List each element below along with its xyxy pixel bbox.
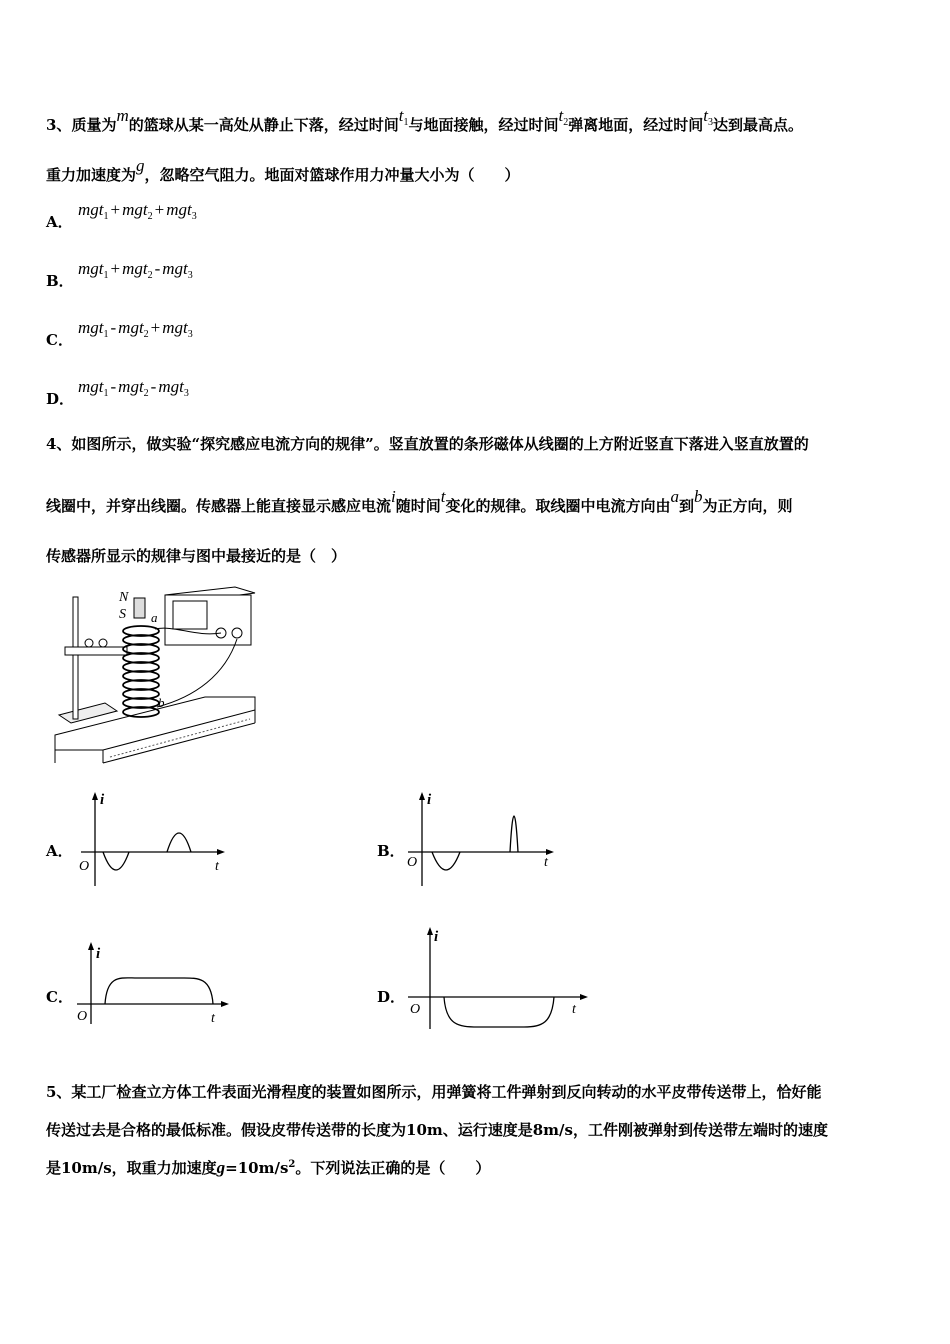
var-g: g (216, 1158, 226, 1177)
q5-line-3 (46, 1158, 490, 1181)
axis-t-label: t (544, 855, 548, 870)
var-t: t (440, 487, 446, 506)
var-t3 (703, 106, 713, 128)
q3-text: 质量为 (71, 116, 117, 134)
subscript: 1 (103, 211, 109, 222)
clamp-screw (99, 639, 107, 647)
var-t: t (703, 106, 708, 125)
option-d-expression[interactable] (78, 377, 189, 397)
operator: - (110, 377, 117, 396)
q3-text: 达到最高点。 (712, 116, 803, 134)
operator: + (150, 318, 161, 337)
sensor-screen (173, 601, 207, 629)
current-curve (167, 833, 191, 852)
magnet-n-label: N (119, 590, 129, 605)
q5-text: =10m/s (225, 1159, 289, 1177)
var-b: b (694, 487, 703, 506)
q3-text: ，忽略空气阻力。地面对篮球作用力冲量大小为（ ） (144, 166, 520, 184)
term: mgt (162, 318, 188, 337)
option-a-expression[interactable] (78, 200, 197, 220)
axis-i-label: i (100, 792, 105, 808)
var-a: a (670, 487, 680, 506)
subscript: 2 (147, 211, 153, 222)
option-b-expression[interactable] (78, 259, 193, 279)
q3-text: 的篮球从某一高处从静止下落，经过时间 (128, 116, 399, 134)
term: mgt (166, 200, 192, 219)
q4-text: 为正方向，则 (702, 497, 793, 515)
q3-text: 弹离地面，经过时间 (568, 116, 704, 134)
operator: - (154, 259, 161, 278)
y-arrow (419, 792, 425, 800)
subscript: 1 (403, 117, 409, 128)
graph-b[interactable] (404, 790, 564, 890)
q4-text: 到 (679, 497, 695, 515)
subscript: 2 (143, 329, 149, 340)
subscript: 3 (707, 117, 713, 128)
term: mgt (158, 377, 184, 396)
table-top (55, 697, 255, 750)
axis-o-label: O (79, 859, 90, 874)
axis-i-label: i (434, 929, 439, 945)
subscript: 1 (103, 329, 109, 340)
operator: + (110, 200, 121, 219)
y-arrow (88, 942, 94, 950)
graph-b-label[interactable]: B． (377, 842, 405, 860)
q4-line-2 (46, 487, 793, 516)
superscript: 2 (288, 1159, 296, 1170)
q3-line-2 (46, 156, 520, 185)
q4-text: 线圈中，并穿出线圈。传感器上能直接显示感应电流 (46, 497, 392, 515)
subscript: 2 (143, 388, 149, 399)
option-c-label[interactable]: C． (46, 331, 73, 349)
subscript: 1 (103, 270, 109, 281)
graph-d-label[interactable]: D． (377, 988, 406, 1006)
q3-number: 3、 (46, 116, 72, 134)
x-arrow (580, 994, 588, 1000)
q4-line-1: 4、如图所示，做实验“探究感应电流方向的规律”。竖直放置的条形磁体从线圈的上方附近竖直下落进入竖直放置的 (46, 435, 809, 453)
magnet-s-label: S (119, 607, 126, 622)
option-c-expression[interactable] (78, 318, 193, 338)
stand-rod (73, 597, 78, 719)
q4-line-3: 传感器所显示的规律与图中最接近的是（ ） (46, 547, 347, 565)
x-arrow (221, 1001, 229, 1007)
var-i: i (391, 487, 396, 506)
apparatus-figure (55, 585, 255, 765)
axis-t-label: t (211, 1011, 215, 1026)
q3-line-1 (46, 106, 803, 138)
term: mgt (162, 259, 188, 278)
subscript: 3 (191, 211, 197, 222)
x-arrow (217, 849, 225, 855)
coil (123, 626, 159, 717)
var-g: g (136, 156, 145, 175)
graph-c[interactable] (75, 940, 235, 1030)
axis-i-label: i (96, 946, 101, 962)
q5-line-2: 传送过去是合格的最低标准。假设皮带传送带的长度为10m、运行速度是8m/s，工件刚被弹射到传送带左端时的速度 (46, 1121, 828, 1139)
operator: - (150, 377, 157, 396)
graph-a[interactable] (75, 790, 235, 890)
term: mgt (78, 318, 104, 337)
option-a-label[interactable]: A． (46, 213, 73, 231)
current-curve (444, 997, 554, 1027)
current-curve (105, 978, 213, 1004)
subscript: 1 (103, 388, 109, 399)
option-b-label[interactable]: B． (46, 272, 74, 290)
q4-text: 变化的规律。取线圈中电流方向由 (445, 497, 671, 515)
subscript: 2 (147, 270, 153, 281)
current-curve (103, 852, 129, 870)
operator: + (154, 200, 165, 219)
current-curve (432, 852, 460, 870)
subscript: 3 (183, 388, 189, 399)
terminal-b-label: b (158, 695, 165, 710)
axis-t-label: t (572, 1002, 576, 1017)
clamp-screw (85, 639, 93, 647)
var-t2 (558, 106, 569, 128)
q5-line-1: 5、某工厂检查立方体工件表面光滑程度的装置如图所示，用弹簧将工件弹射到反向转动的水平皮带传送带上，恰好能 (46, 1083, 822, 1101)
current-spike (510, 816, 518, 852)
axis-t-label: t (215, 859, 219, 874)
term: mgt (118, 377, 144, 396)
term: mgt (122, 259, 148, 278)
operator: + (110, 259, 121, 278)
axis-o-label: O (77, 1009, 88, 1024)
q3-text: 重力加速度为 (46, 166, 137, 184)
subscript: 2 (563, 117, 569, 128)
axis-o-label: O (407, 855, 418, 870)
q3-text: 与地面接触，经过时间 (408, 116, 559, 134)
var-m: m (116, 106, 129, 125)
term: mgt (78, 259, 104, 278)
q5-text: 。下列说法正确的是（ ） (295, 1159, 491, 1177)
option-d-label[interactable]: D． (46, 390, 75, 408)
bar-magnet (134, 598, 145, 618)
var-t: t (398, 106, 404, 125)
sensor-knob (232, 628, 242, 638)
axis-o-label: O (410, 1002, 421, 1017)
graph-c-label[interactable]: C． (46, 988, 73, 1006)
stand-base (59, 703, 117, 723)
y-arrow (427, 927, 433, 935)
term: mgt (118, 318, 144, 337)
var-t: t (558, 106, 564, 125)
term: mgt (122, 200, 148, 219)
q4-text: 随时间 (395, 497, 441, 515)
graph-d[interactable] (404, 925, 594, 1035)
axis-i-label: i (427, 792, 432, 808)
stand-clamp (65, 647, 127, 655)
operator: - (110, 318, 117, 337)
y-arrow (92, 792, 98, 800)
subscript: 3 (187, 270, 193, 281)
term: mgt (78, 377, 104, 396)
subscript: 3 (187, 329, 193, 340)
q5-text: 是10m/s，取重力加速度 (46, 1159, 217, 1177)
term: mgt (78, 200, 104, 219)
terminal-a-label: a (151, 610, 158, 625)
graph-a-label[interactable]: A． (46, 842, 73, 860)
var-t1 (398, 106, 409, 128)
